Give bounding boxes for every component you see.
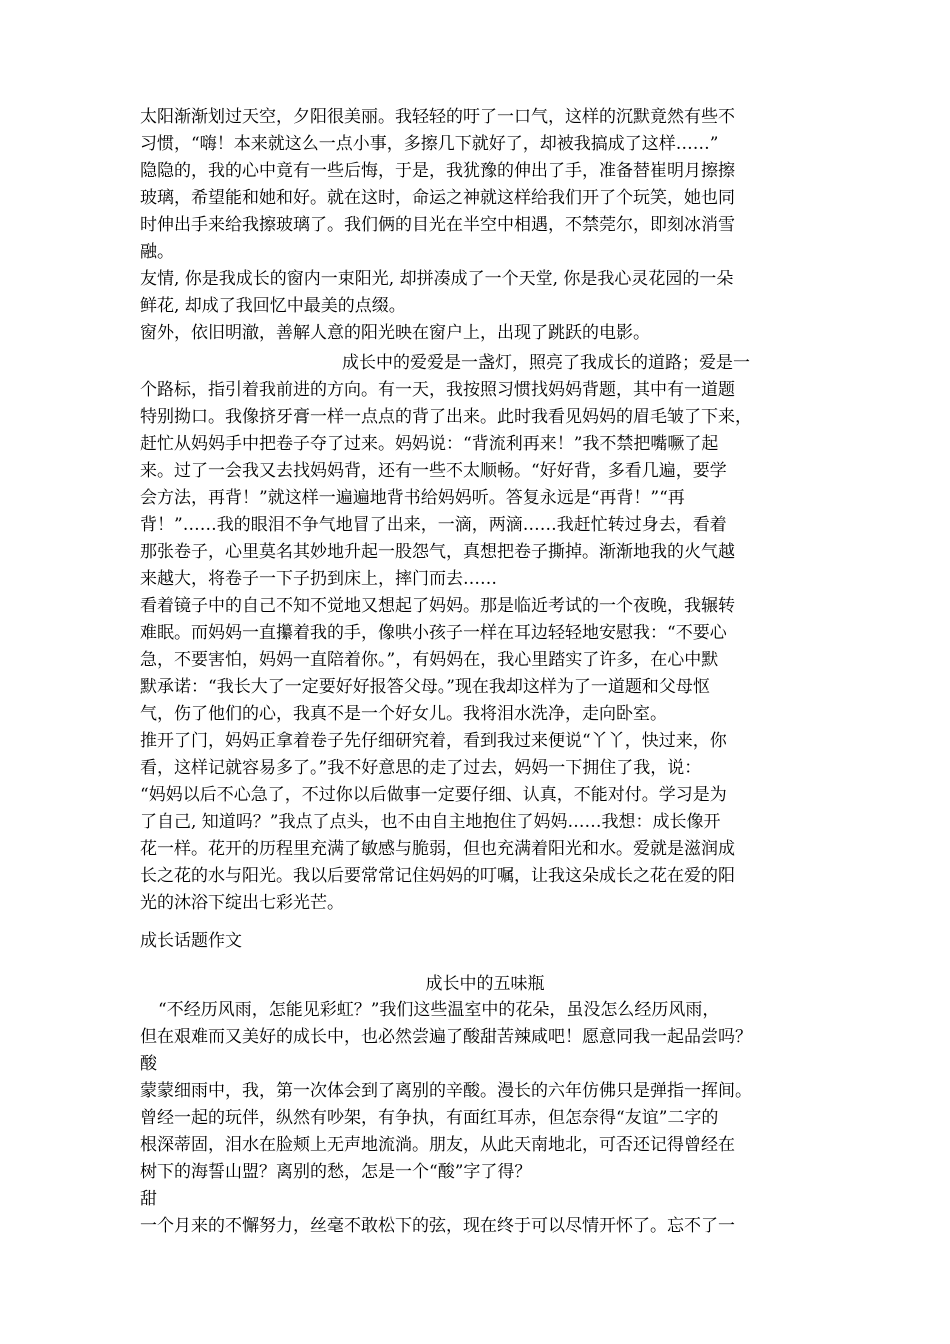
text-line: 树下的海誓山盟？离别的愁，怎是一个“酸”字了得？ <box>140 1162 532 1182</box>
text-line: 鲜花, 却成了我回忆中最美的点缀。 <box>140 296 406 316</box>
section-love-essay <box>140 350 830 917</box>
text-line: 酸 <box>140 1054 157 1074</box>
section-friendship-ending <box>140 104 830 347</box>
text-line: 特别拗口。我像挤牙膏一样一点点的背了出来。此时我看见妈妈的眉毛皱了下来， <box>140 407 752 427</box>
text-line: 时伸出手来给我擦玻璃了。我们俩的目光在半空中相遇，不禁莞尔，即刻冰消雪 <box>140 215 735 235</box>
text-line: 但在艰难而又美好的成长中，也必然尝遍了酸甜苦辣咸吧！愿意同我一起品尝吗？ <box>140 1027 752 1047</box>
text-line: 成长中的爱爱是一盏灯，照亮了我成长的道路；爱是一 <box>342 353 750 373</box>
text-line: 习惯，“嗨！本来就这么一点小事，多擦几下就好了，却被我搞成了这样……” <box>140 134 719 154</box>
text-line: 蒙蒙细雨中，我，第一次体会到了离别的辛酸。漫长的六年仿佛只是弹指一挥间。 <box>140 1081 752 1101</box>
text-line: 会方法，再背！”就这样一遍遍地背书给妈妈听。答复永远是“再背！”“再 <box>140 488 685 508</box>
text-line: 个路标，指引着我前进的方向。有一天，我按照习惯找妈妈背题，其中有一道题 <box>140 380 735 400</box>
text-line: 来。过了一会我又去找妈妈背，还有一些不太顺畅。“好好背，多看几遍，要学 <box>140 461 727 481</box>
text-line: 长之花的水与阳光。我以后要常常记住妈妈的叮嘱，让我这朵成长之花在爱的阳 <box>140 866 735 886</box>
text-line: 玻璃，希望能和她和好。就在这时，命运之神就这样给我们开了个玩笑，她也同 <box>140 188 735 208</box>
text-line: “妈妈以后不心急了，不过你以后做事一定要仔细、认真，不能对付。学习是为 <box>140 785 727 805</box>
text-line: 那张卷子，心里莫名其妙地升起一股怨气，真想把卷子撕掉。渐渐地我的火气越 <box>140 542 735 562</box>
text-line: 花一样。花开的历程里充满了敏感与脆弱，但也充满着阳光和水。爱就是滋润成 <box>140 839 735 859</box>
text-line: 气，伤了他们的心，我真不是一个好女儿。我将泪水洗净，走向卧室。 <box>140 704 667 724</box>
topic-heading: 成长话题作文 <box>140 931 242 951</box>
text-line: 曾经一起的玩伴，纵然有吵架，有争执，有面红耳赤，但怎奈得“友谊”二字的 <box>140 1108 719 1128</box>
essay-title-block <box>140 971 830 998</box>
text-line: 光的沐浴下绽出七彩光芒。 <box>140 893 344 913</box>
text-line: 赶忙从妈妈手中把卷子夺了过来。妈妈说：“背流利再来！”我不禁把嘴噘了起 <box>140 434 719 454</box>
text-line: 推开了门，妈妈正拿着卷子先仔细研究着，看到我过来便说“丫丫，快过来，你 <box>140 731 727 751</box>
text-line: 甜 <box>140 1189 157 1209</box>
text-line: 看着镜子中的自己不知不觉地又想起了妈妈。那是临近考试的一个夜晚，我辗转 <box>140 596 735 616</box>
text-line: 一个月来的不懈努力，丝毫不敢松下的弦，现在终于可以尽情开怀了。忘不了一 <box>140 1216 735 1236</box>
topic-heading-block <box>140 928 830 955</box>
text-line: 太阳渐渐划过天空，夕阳很美丽。我轻轻的吁了一口气，这样的沉默竟然有些不 <box>140 107 735 127</box>
text-line: 窗外，依旧明澈，善解人意的阳光映在窗户上，出现了跳跃的电影。 <box>140 323 650 343</box>
text-line: 根深蒂固，泪水在脸颊上无声地流淌。朋友，从此天南地北，可否还记得曾经在 <box>140 1135 735 1155</box>
text-line: 难眠。而妈妈一直攥着我的手，像哄小孩子一样在耳边轻轻地安慰我：“不要心 <box>140 623 727 643</box>
text-line: 背！”……我的眼泪不争气地冒了出来，一滴，两滴……我赶忙转过身去，看着 <box>140 515 727 535</box>
text-line: 了自己, 知道吗？”我点了点头，也不由自主地抱住了妈妈……我想：成长像开 <box>140 812 721 832</box>
text-line: 急，不要害怕，妈妈一直陪着你。”，有妈妈在，我心里踏实了许多，在心中默 <box>140 650 719 670</box>
text-line: 默承诺：“我长大了一定要好好报答父母。”现在我却这样为了一道题和父母怄 <box>140 677 710 697</box>
essay-title: 成长中的五味瓶 <box>425 974 545 994</box>
text-line: 隐隐的，我的心中竟有一些后悔，于是，我犹豫的伸出了手，准备替崔明月擦擦 <box>140 161 735 181</box>
text-line: 友情, 你是我成长的窗内一束阳光, 却拼凑成了一个天堂, 你是我心灵花园的一朵 <box>140 269 734 289</box>
text-line: 看，这样记就容易多了。”我不好意思的走了过去，妈妈一下拥住了我，说： <box>140 758 702 778</box>
text-line: 融。 <box>140 242 174 262</box>
text-line: 来越大，将卷子一下子扔到床上，摔门而去…… <box>140 569 497 589</box>
section-five-flavors <box>140 997 830 1240</box>
text-line: “不经历风雨，怎能见彩虹？”我们这些温室中的花朵，虽没怎么经历风雨， <box>158 1000 720 1020</box>
